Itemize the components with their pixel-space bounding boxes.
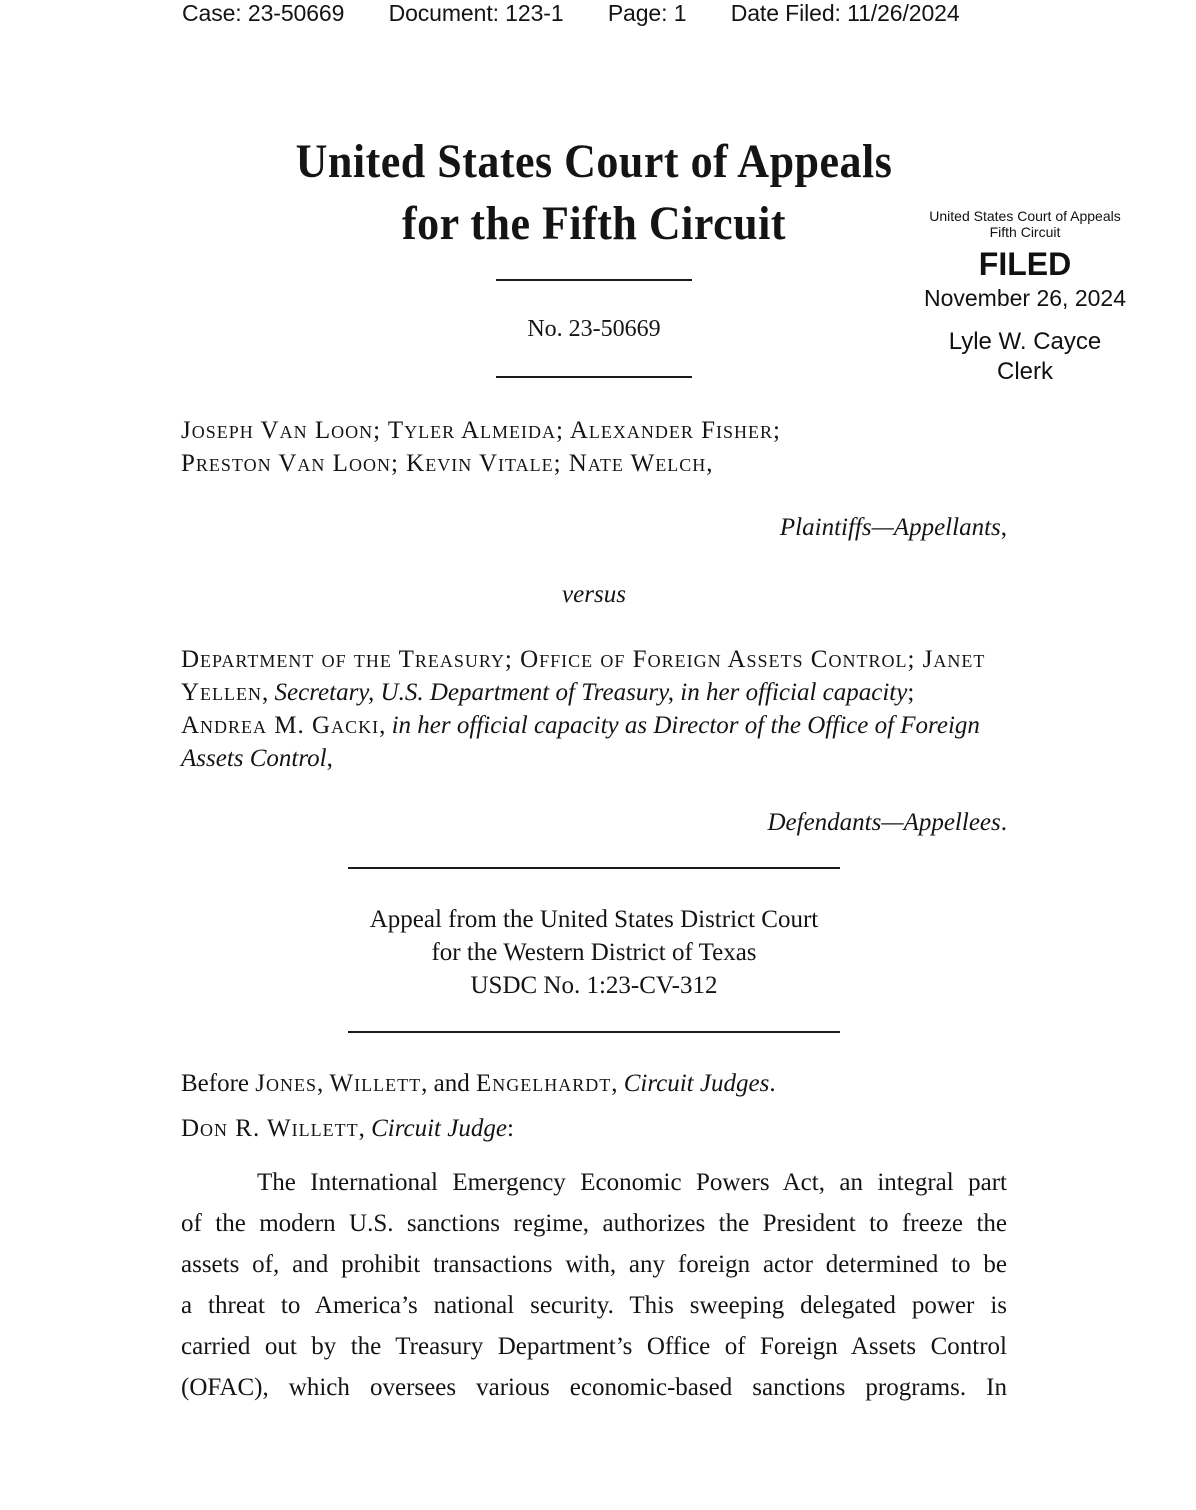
plaintiffs-role-label: Plaintiffs—Appellants: [779, 514, 1001, 541]
judge-jones: Jones: [255, 1070, 318, 1097]
plaintiffs-role-punct: ,: [1000, 514, 1007, 541]
filed-stamp-circuit: Fifth Circuit: [989, 224, 1061, 240]
opinion-line: of the modern U.S. sanctions regime, authorizes the President to freeze the: [181, 1210, 1007, 1237]
author-line: [181, 1107, 1011, 1151]
author-name: Don R. Willett: [181, 1115, 359, 1142]
plaintiffs-role: [181, 511, 1007, 544]
plaintiffs-line1: Joseph Van Loon; Tyler Almeida; Alexander Fisher;: [181, 417, 781, 444]
plaintiffs-line2: Preston Van Loon; Kevin Vitale; Nate Welch,: [181, 450, 714, 477]
separator: ,: [611, 1070, 624, 1097]
case-number: No. 23-50669: [527, 316, 661, 342]
versus: versus: [562, 581, 626, 608]
divider-rule: [496, 279, 692, 281]
appeal-origin: [330, 903, 858, 1002]
defendants-role-punct: .: [1000, 809, 1007, 836]
judge-willett: Willett: [329, 1070, 422, 1097]
separator: , and: [421, 1070, 476, 1097]
opinion-paragraph: [181, 1162, 1007, 1408]
judge-engelhardt: Engelhardt: [475, 1070, 612, 1097]
opinion-line: The International Emergency Economic Powers Act, an integral part: [257, 1169, 1007, 1196]
panel-title: Circuit Judges: [623, 1070, 770, 1097]
panel-before: Before: [181, 1070, 256, 1097]
defendant-gacki: Andrea M. Gacki: [181, 712, 380, 739]
appeal-line2: for the Western District of Texas: [431, 939, 757, 966]
filed-status: FILED: [978, 246, 1072, 282]
filed-stamp-court: United States Court of Appeals: [929, 208, 1121, 224]
filed-stamp: [910, 208, 1140, 386]
author-end: :: [506, 1115, 514, 1142]
opinion-line: carried out by the Treasury Department’s Office of Foreign Assets Control: [181, 1333, 1007, 1360]
divider-rule: [496, 376, 692, 378]
separator: ,: [326, 745, 333, 772]
filed-date: November 26, 2024: [923, 285, 1126, 311]
case-number-stamp: Case: 23-50669: [182, 0, 345, 26]
defendants-agencies: Department of the Treasury; Office of Foreign Assets Control; Janet Yellen: [181, 646, 986, 706]
opinion-line: a threat to America’s national security. This sweeping delegated power is: [181, 1292, 1007, 1319]
opinion-line: (OFAC), which oversees various economic-based sanctions programs. In: [181, 1374, 1007, 1401]
clerk-title: Clerk: [996, 358, 1053, 385]
divider-rule: [348, 1031, 840, 1033]
opinion-line: assets of, and prohibit transactions with, any foreign actor determined to be: [181, 1251, 1007, 1278]
date-filed-stamp: Date Filed: 11/26/2024: [730, 0, 960, 26]
gacki-capacity: in her official capacity as Director of the Office of Foreign Assets Control: [181, 712, 980, 772]
district-case-number: USDC No. 1:23-CV-312: [470, 972, 718, 999]
filing-header: [182, 0, 960, 27]
document-number-stamp: Document: 123-1: [388, 0, 564, 26]
defendants-block: [181, 643, 1003, 775]
panel-end: .: [769, 1070, 776, 1097]
divider-rule: [348, 867, 840, 869]
plaintiffs-block: [181, 414, 1011, 480]
court-title-line2: for the Fifth Circuit: [401, 197, 787, 250]
clerk-name: Lyle W. Cayce: [948, 328, 1102, 355]
author-title: Circuit Judge: [371, 1115, 507, 1142]
separator: ,: [358, 1115, 372, 1142]
yellen-capacity: Secretary, U.S. Department of Treasury, in her official capacity: [274, 679, 908, 706]
defendants-role-label: Defendants—Appellees: [767, 809, 1001, 836]
separator: ,: [317, 1070, 330, 1097]
panel-line: [181, 1062, 1011, 1106]
separator: ;: [907, 679, 915, 706]
court-title-line1: United States Court of Appeals: [295, 135, 893, 188]
appeal-line1: Appeal from the United States District Court: [369, 906, 819, 933]
separator: ,: [262, 679, 275, 706]
page-number-stamp: Page: 1: [607, 0, 687, 26]
separator: ,: [379, 712, 392, 739]
defendants-role: [181, 806, 1007, 839]
